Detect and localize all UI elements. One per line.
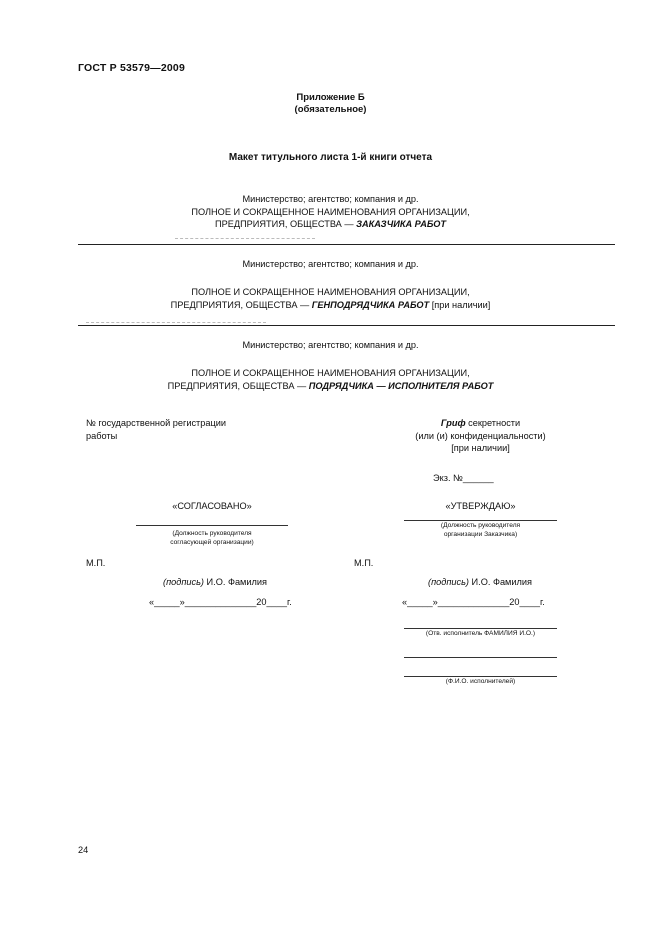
contractor-role: ПОДРЯДЧИКА — ИСПОЛНИТЕЛЯ РАБОТ (308, 380, 494, 391)
general-contractor-line1: ПОЛНОЕ И СОКРАЩЕННОЕ НАИМЕНОВАНИЯ ОРГАНИЗАЦИИ, (191, 287, 470, 297)
registration-line1: № государственной регистрации (86, 418, 227, 428)
contractor-line1: ПОЛНОЕ И СОКРАЩЕННОЕ НАИМЕНОВАНИЯ ОРГАНИЗАЦИИ, (191, 368, 470, 378)
approved-signature-line (404, 520, 557, 521)
registration-line2: работы (86, 430, 118, 441)
responsible-line (404, 628, 557, 629)
customer-line1: ПОЛНОЕ И СОКРАЩЕННОЕ НАИМЕНОВАНИЯ ОРГАНИЗАЦИИ, (191, 206, 470, 217)
agreed-date: «_____»______________20____г. (149, 597, 292, 607)
secrecy-line1: Гриф секретности (440, 418, 521, 428)
customer-divider (78, 244, 615, 245)
general-contractor-line2: ПРЕДПРИЯТИЯ, ОБЩЕСТВА — ГЕНПОДРЯДЧИКА РАБОТ [при наличии] (170, 299, 491, 310)
contractor-ministry: Министерство; агентство; компания и др. (242, 340, 419, 350)
general-contractor-divider (78, 325, 615, 326)
secrecy-line2: (или (и) конфиденциальности) (415, 430, 546, 441)
faint-mark (86, 322, 266, 323)
secrecy-block (404, 417, 557, 455)
agreed-label: «СОГЛАСОВАНО» (172, 501, 252, 511)
general-contractor-ministry: Министерство; агентство; компания и др. (242, 259, 419, 269)
appendix-note: (обязательное) (294, 104, 367, 115)
executors-line (404, 676, 557, 677)
approved-signature: (подпись) И.О. Фамилия (428, 577, 532, 587)
customer-ministry: Министерство; агентство; компания и др. (242, 194, 419, 204)
approved-position: (Должность руководителя организации Заказчика) (440, 522, 521, 538)
appendix-heading (0, 92, 661, 116)
agreed-signature: (подпись) И.О. Фамилия (163, 577, 267, 587)
copy-number: Экз. №______ (433, 473, 494, 483)
contractor-block (0, 367, 661, 392)
standard-number: ГОСТ Р 53579—2009 (78, 62, 186, 74)
responsible-executor: (Отв. исполнитель ФАМИЛИЯ И.О.) (425, 630, 536, 637)
registration-block (86, 417, 226, 442)
approved-label: «УТВЕРЖДАЮ» (445, 501, 516, 511)
secrecy-line3: [при наличии] (451, 443, 510, 453)
approved-stamp: М.П. (354, 558, 374, 568)
approved-date: «_____»______________20____г. (402, 597, 545, 607)
agreed-position: (Должность руководителя согласующей организации) (170, 530, 254, 546)
page-number: 24 (78, 845, 89, 855)
executors-caption: (Ф.И.О. исполнителей) (445, 678, 516, 685)
faint-mark (175, 238, 315, 239)
contractor-line2: ПРЕДПРИЯТИЯ, ОБЩЕСТВА — ПОДРЯДЧИКА — ИСПОЛНИТЕЛЯ РАБОТ (167, 380, 494, 391)
mockup-title: Макет титульного листа 1-й книги отчета (228, 152, 433, 163)
agreed-signature-line (136, 525, 288, 526)
general-contractor-role: ГЕНПОДРЯДЧИКА РАБОТ (311, 299, 430, 310)
appendix-title: Приложение Б (296, 92, 365, 103)
general-contractor-block (0, 286, 661, 311)
customer-role: ЗАКАЗЧИКА РАБОТ (356, 219, 446, 229)
executors-line (404, 657, 557, 658)
agreed-stamp: М.П. (86, 558, 106, 568)
customer-line2: ПРЕДПРИЯТИЯ, ОБЩЕСТВА — ЗАКАЗЧИКА РАБОТ (214, 219, 446, 229)
customer-block (0, 193, 661, 231)
